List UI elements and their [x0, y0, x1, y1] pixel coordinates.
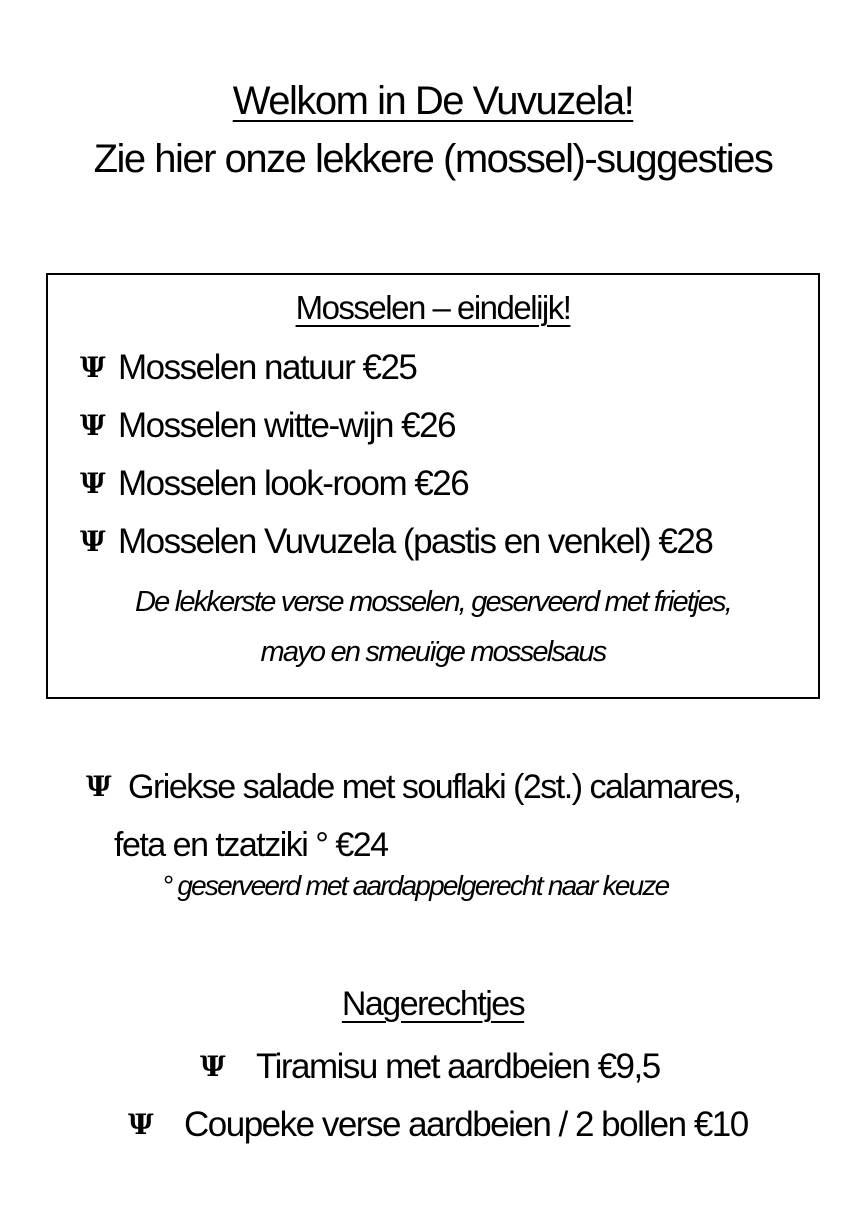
psi-bullet-icon: Ψ	[80, 467, 105, 500]
psi-bullet-icon: Ψ	[80, 351, 105, 384]
salad-note: ° geserveerd met aardappelgerecht naar keuze	[162, 870, 669, 901]
mussels-list	[80, 339, 712, 571]
psi-bullet-icon: Ψ	[200, 1050, 225, 1083]
salad-line1	[86, 758, 741, 816]
mussel-item-label: Mosselen natuur €25	[118, 348, 417, 387]
salad-item	[86, 758, 741, 874]
mussels-title	[48, 289, 818, 327]
welcome-subtitle: Zie hier onze lekkere (mossel)-suggesties	[93, 137, 773, 181]
page-header	[0, 72, 866, 188]
mussels-note	[48, 577, 818, 677]
salad-line1-text: Griekse salade met souflaki (2st.) calamares,	[128, 768, 741, 806]
psi-bullet-icon: Ψ	[86, 770, 111, 803]
mussels-box	[46, 273, 820, 699]
dessert-item-coupeke	[128, 1096, 748, 1154]
mussel-item-vuvuzela	[80, 513, 712, 571]
salad-line2: feta en tzatziki ° €24	[114, 826, 388, 864]
mussel-item-label: Mosselen look-room €26	[118, 464, 469, 503]
desserts-title	[0, 985, 866, 1024]
dessert-item-tiramisu	[200, 1038, 660, 1096]
dessert-item-label: Coupeke verse aardbeien / 2 bollen €10	[184, 1105, 748, 1144]
mussel-item-label: Mosselen witte-wijn €26	[118, 406, 456, 445]
mussel-item-look-room	[80, 455, 712, 513]
mussels-note-line1: De lekkerste verse mosselen, geserveerd met frietjes,	[134, 586, 732, 618]
welcome-title-text: Welkom in De Vuvuzela!	[232, 79, 634, 123]
mussels-note-line2: mayo en smeuïge mosselsaus	[260, 636, 606, 668]
mussel-item-label: Mosselen Vuvuzela (pastis en venkel) €28	[118, 522, 713, 561]
welcome-title	[0, 72, 866, 130]
mussel-item-witte-wijn	[80, 397, 712, 455]
mussel-item-natuur	[80, 339, 712, 397]
desserts-title-text: Nagerechtjes	[341, 985, 525, 1023]
psi-bullet-icon: Ψ	[80, 409, 105, 442]
dessert-item-label: Tiramisu met aardbeien €9,5	[256, 1047, 660, 1086]
psi-bullet-icon: Ψ	[128, 1108, 153, 1141]
psi-bullet-icon: Ψ	[80, 525, 105, 558]
mussels-title-text: Mosselen – eindelijk!	[295, 289, 571, 326]
